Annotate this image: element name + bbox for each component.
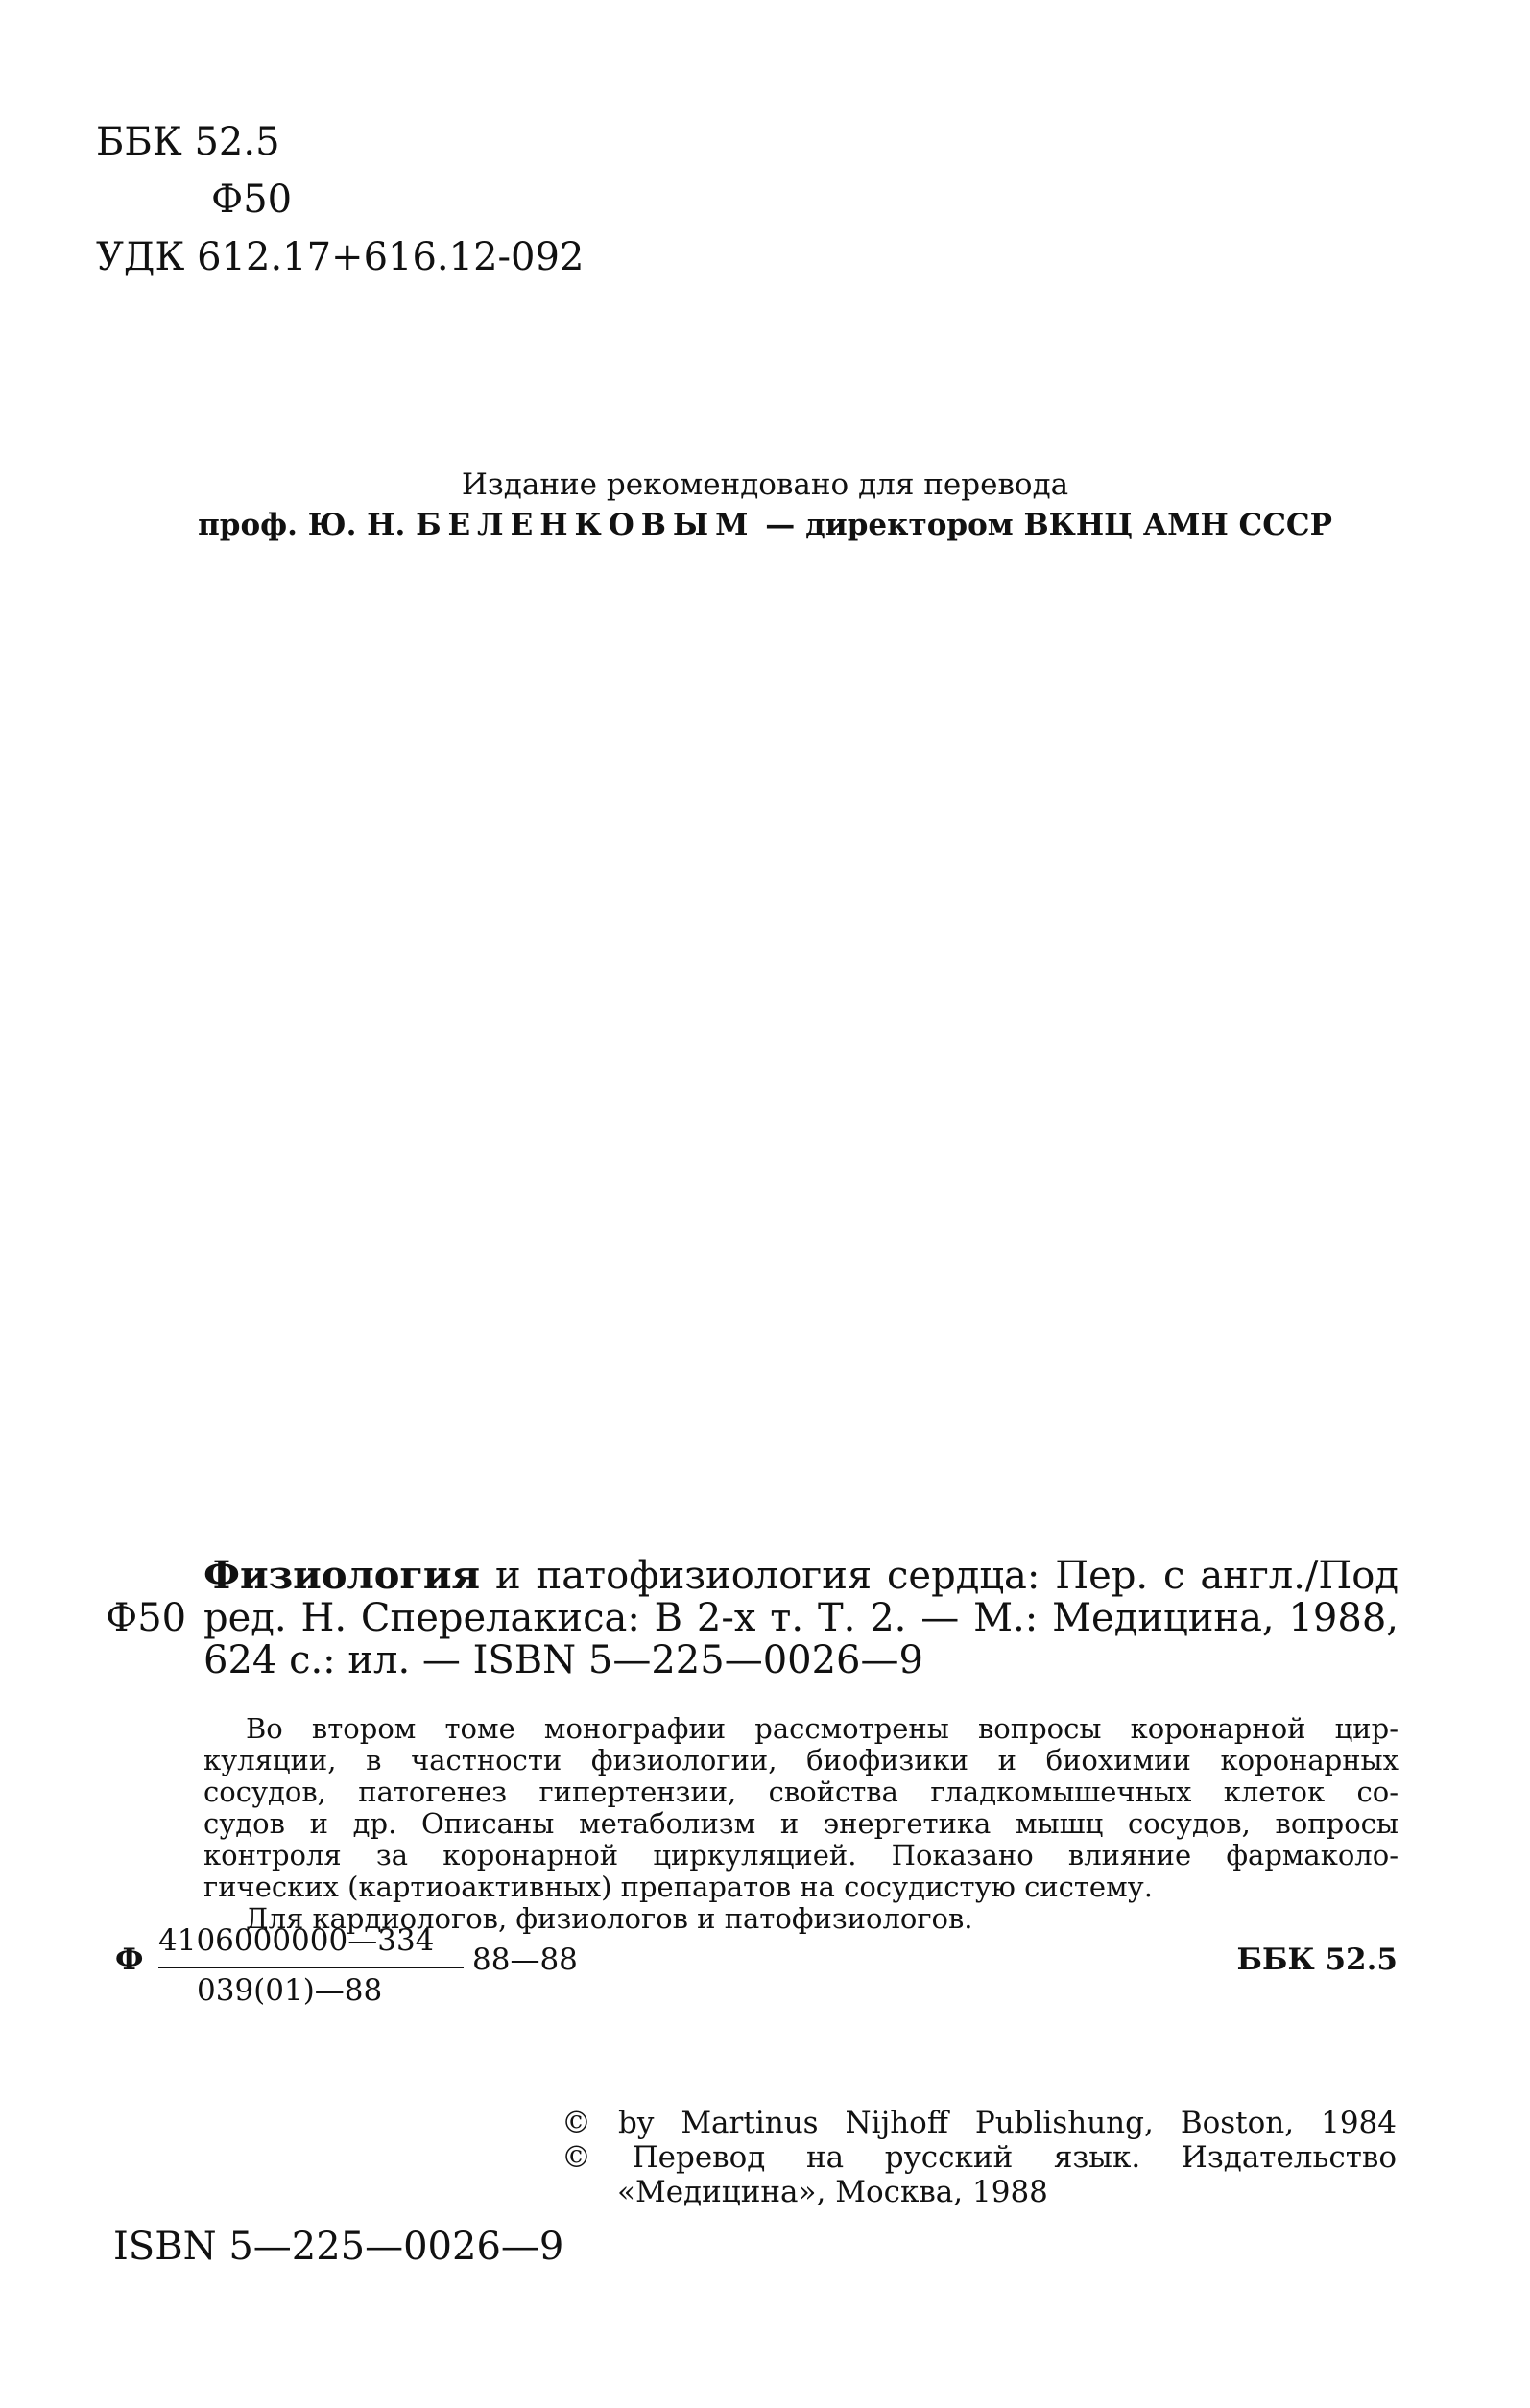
abstract-line: Во втором томе монографии рассмотрены вопросы коронарной цир- (246, 1712, 1399, 1745)
copyright-block (562, 2106, 1397, 2209)
fraction-numerator: 4106000000—334 (158, 1923, 435, 1958)
bbk-code-right: ББК 52.5 (1236, 1943, 1398, 1977)
abstract-line: судов и др. Описаны метаболизм и энергетика мышц сосудов, вопросы (203, 1807, 1399, 1840)
abstract-line: контроля за коронарной циркуляцией. Показано влияние фармаколо- (203, 1839, 1399, 1872)
abstract-audience: Для кардиологов, физиологов и патофизиологов. (246, 1902, 973, 1935)
fraction-bar (158, 1967, 464, 1968)
catalog-line-1-rest: и патофизиология сердца: Пер. с англ./Под (480, 1554, 1399, 1598)
classification-codes (96, 113, 584, 286)
recommendation-line-1: Издание рекомендовано для перевода (461, 467, 1069, 502)
isbn: ISBN 5—225—0026—9 (113, 2225, 564, 2269)
author-mark: Ф50 (211, 178, 293, 222)
copyright-line-2: © Перевод на русский язык. Издательство (562, 2140, 1397, 2175)
copyright-line-1: © by Martinus Nijhoff Publishung, Boston, 1984 (562, 2106, 1397, 2140)
fraction-denominator: 039(01)—88 (197, 1973, 383, 2008)
catalog-line-2: ред. Н. Сперелакиса: В 2-х т. Т. 2. — М.: Медицина, 1988, (203, 1596, 1399, 1640)
udk-code: УДК 612.17+616.12-092 (96, 235, 585, 279)
abstract-line: куляции, в частности физиологии, биофизики и биохимии коронарных (203, 1744, 1399, 1776)
recommender-name: БЕЛЕНКОВЫМ (416, 508, 755, 542)
recommendation-prefix: проф. Ю. Н. (198, 508, 417, 542)
abstract-line: сосудов, патогенез гипертензии, свойства гладкомышечных клеток со- (203, 1776, 1399, 1808)
fraction-suffix: 88—88 (472, 1943, 578, 1977)
recommendation-suffix: — директором ВКНЦ АМН СССР (754, 508, 1332, 542)
catalog-title: Физиология (203, 1553, 481, 1598)
copyright-line-3: «Медицина», Москва, 1988 (617, 2175, 1048, 2209)
catalog-mark: Ф50 (106, 1596, 187, 1640)
recommendation-line-2 (0, 505, 1530, 545)
catalog-line-1 (203, 1555, 1399, 1597)
fraction-symbol: Ф (115, 1943, 144, 1977)
catalog-line-3: 624 с.: ил. — ISBN 5—225—0026—9 (203, 1638, 923, 1682)
abstract-line: гических (картиоактивных) препаратов на сосудистую систему. (203, 1871, 1153, 1903)
catalog-entry (203, 1555, 1399, 1681)
abstract (203, 1713, 1399, 1935)
bbk-code: ББК 52.5 (96, 120, 280, 164)
